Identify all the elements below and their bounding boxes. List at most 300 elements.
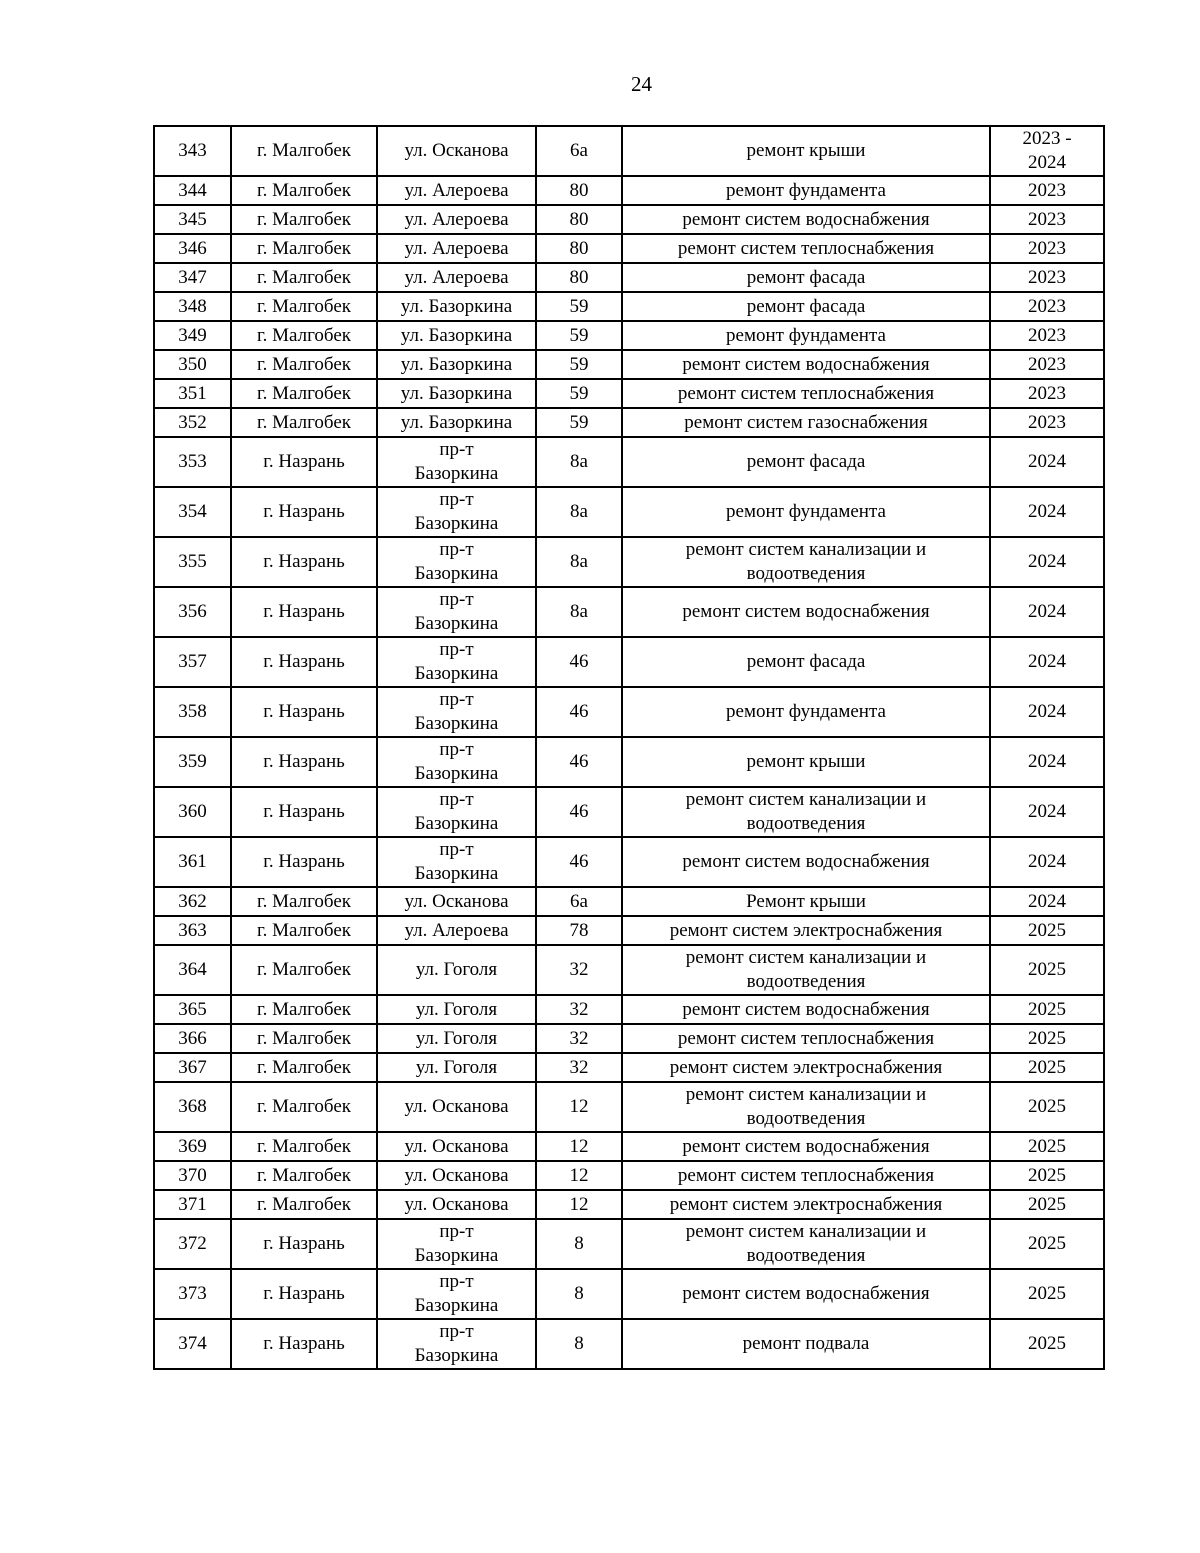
work-type-cell bbox=[622, 205, 990, 234]
house-number-cell-text: 80 bbox=[569, 266, 589, 288]
row-number-cell-text: 348 bbox=[178, 295, 207, 317]
year-cell bbox=[990, 292, 1104, 321]
street-cell-text: пр-т Базоркина bbox=[414, 1221, 499, 1266]
house-number-cell bbox=[536, 916, 622, 945]
house-number-cell-text: 80 bbox=[569, 237, 589, 259]
house-number-cell-text: 8а bbox=[570, 501, 588, 522]
year-cell bbox=[990, 408, 1104, 437]
city-cell-text: г. Назрань bbox=[263, 601, 345, 622]
city-cell bbox=[231, 587, 377, 637]
year-cell bbox=[990, 587, 1104, 637]
row-number-cell-text: 365 bbox=[178, 998, 207, 1020]
work-type-cell-text: ремонт систем водоснабжения bbox=[682, 1135, 930, 1157]
house-number-cell bbox=[536, 1053, 622, 1082]
city-cell-text: г. Малгобек bbox=[256, 237, 352, 259]
city-cell-text: г. Назрань bbox=[263, 851, 345, 872]
table-row bbox=[154, 205, 1104, 234]
house-number-cell-text: 46 bbox=[569, 851, 589, 872]
table-row bbox=[154, 1024, 1104, 1053]
house-number-cell-text: 12 bbox=[569, 1096, 589, 1117]
house-number-cell-text: 32 bbox=[569, 1027, 589, 1049]
street-cell bbox=[377, 1082, 536, 1132]
street-cell-text: ул. Осканова bbox=[404, 1135, 509, 1157]
house-number-cell-text: 12 bbox=[569, 1135, 589, 1157]
row-number-cell-text: 344 bbox=[178, 179, 207, 201]
street-cell-text: ул. Базоркина bbox=[400, 382, 513, 404]
page-number: 24 bbox=[631, 72, 652, 96]
row-number-cell bbox=[154, 234, 231, 263]
year-cell-text: 2024 bbox=[1028, 751, 1066, 772]
table-row bbox=[154, 408, 1104, 437]
table-row bbox=[154, 234, 1104, 263]
row-number-cell bbox=[154, 837, 231, 887]
house-number-cell-text: 46 bbox=[569, 751, 589, 772]
street-cell-text: ул. Алероева bbox=[404, 208, 509, 230]
house-number-cell bbox=[536, 787, 622, 837]
work-type-cell bbox=[622, 787, 990, 837]
work-type-cell bbox=[622, 1219, 990, 1269]
year-cell bbox=[990, 1132, 1104, 1161]
table-row bbox=[154, 916, 1104, 945]
house-number-cell-text: 6а bbox=[570, 140, 588, 161]
row-number-cell bbox=[154, 379, 231, 408]
row-number-cell-text: 351 bbox=[178, 382, 207, 404]
work-type-cell bbox=[622, 1024, 990, 1053]
city-cell bbox=[231, 321, 377, 350]
year-cell-text: 2024 bbox=[1028, 851, 1066, 872]
city-cell-text: г. Назрань bbox=[263, 1333, 345, 1354]
street-cell-text: ул. Осканова bbox=[404, 890, 509, 912]
year-cell-text: 2024 bbox=[1028, 801, 1066, 822]
city-cell-text: г. Назрань bbox=[263, 501, 345, 522]
city-cell-text: г. Назрань bbox=[263, 701, 345, 722]
house-number-cell-text: 59 bbox=[569, 382, 589, 404]
table-row bbox=[154, 1132, 1104, 1161]
work-type-cell bbox=[622, 1053, 990, 1082]
work-type-cell bbox=[622, 234, 990, 263]
table-row bbox=[154, 587, 1104, 637]
row-number-cell bbox=[154, 487, 231, 537]
city-cell bbox=[231, 126, 377, 176]
street-cell bbox=[377, 1053, 536, 1082]
house-number-cell bbox=[536, 487, 622, 537]
year-cell bbox=[990, 537, 1104, 587]
table-row bbox=[154, 1053, 1104, 1082]
city-cell-text: г. Малгобек bbox=[256, 324, 352, 346]
year-cell bbox=[990, 321, 1104, 350]
year-cell bbox=[990, 887, 1104, 916]
street-cell bbox=[377, 1219, 536, 1269]
row-number-cell bbox=[154, 945, 231, 995]
city-cell-text: г. Назрань bbox=[263, 551, 345, 572]
house-number-cell bbox=[536, 1269, 622, 1319]
house-number-cell-text: 59 bbox=[569, 324, 589, 346]
house-number-cell bbox=[536, 126, 622, 176]
street-cell bbox=[377, 945, 536, 995]
city-cell-text: г. Назрань bbox=[263, 451, 345, 472]
table-row bbox=[154, 945, 1104, 995]
work-type-cell-text: ремонт фасада bbox=[746, 295, 866, 317]
table-row bbox=[154, 1161, 1104, 1190]
year-cell bbox=[990, 263, 1104, 292]
house-number-cell bbox=[536, 205, 622, 234]
house-number-cell bbox=[536, 408, 622, 437]
work-type-cell-text: ремонт систем теплоснабжения bbox=[677, 1164, 935, 1186]
work-type-cell-text: ремонт систем канализации и водоотведения bbox=[685, 789, 927, 834]
street-cell-text: ул. Осканова bbox=[404, 1096, 509, 1117]
year-cell-text: 2023 bbox=[1028, 208, 1066, 230]
row-number-cell-text: 369 bbox=[178, 1135, 207, 1157]
year-cell-text: 2024 bbox=[1028, 890, 1066, 912]
work-type-cell bbox=[622, 379, 990, 408]
work-type-cell-text: ремонт крыши bbox=[746, 140, 866, 161]
year-cell bbox=[990, 1024, 1104, 1053]
house-number-cell-text: 59 bbox=[569, 411, 589, 433]
house-number-cell-text: 32 bbox=[569, 1056, 589, 1078]
street-cell-text: ул. Гоголя bbox=[415, 998, 498, 1020]
repair-schedule-table bbox=[153, 125, 1105, 1370]
house-number-cell bbox=[536, 1082, 622, 1132]
city-cell bbox=[231, 1161, 377, 1190]
street-cell-text: пр-т Базоркина bbox=[414, 839, 499, 884]
street-cell-text: ул. Гоголя bbox=[415, 1056, 498, 1078]
work-type-cell-text: ремонт фундамента bbox=[726, 501, 886, 522]
table-row bbox=[154, 787, 1104, 837]
city-cell-text: г. Малгобек bbox=[256, 295, 352, 317]
table-row bbox=[154, 1219, 1104, 1269]
work-type-cell-text: ремонт крыши bbox=[746, 751, 866, 772]
work-type-cell-text: ремонт систем водоснабжения bbox=[682, 1283, 930, 1304]
street-cell bbox=[377, 916, 536, 945]
work-type-cell bbox=[622, 1161, 990, 1190]
city-cell bbox=[231, 537, 377, 587]
city-cell bbox=[231, 205, 377, 234]
house-number-cell bbox=[536, 1161, 622, 1190]
work-type-cell bbox=[622, 1082, 990, 1132]
row-number-cell bbox=[154, 126, 231, 176]
work-type-cell bbox=[622, 537, 990, 587]
work-type-cell-text: ремонт систем электроснабжения bbox=[669, 1056, 943, 1078]
city-cell bbox=[231, 916, 377, 945]
year-cell-text: 2025 bbox=[1028, 959, 1066, 980]
year-cell bbox=[990, 205, 1104, 234]
table-row bbox=[154, 887, 1104, 916]
street-cell bbox=[377, 687, 536, 737]
city-cell-text: г. Назрань bbox=[263, 751, 345, 772]
work-type-cell bbox=[622, 350, 990, 379]
table-row bbox=[154, 321, 1104, 350]
work-type-cell bbox=[622, 737, 990, 787]
city-cell-text: г. Малгобек bbox=[256, 208, 352, 230]
street-cell-text: пр-т Базоркина bbox=[414, 689, 499, 734]
row-number-cell-text: 347 bbox=[178, 266, 207, 288]
house-number-cell-text: 59 bbox=[569, 353, 589, 375]
year-cell bbox=[990, 350, 1104, 379]
table-row bbox=[154, 995, 1104, 1024]
table-row bbox=[154, 379, 1104, 408]
house-number-cell bbox=[536, 1024, 622, 1053]
city-cell-text: г. Малгобек bbox=[256, 1135, 352, 1157]
table-row bbox=[154, 687, 1104, 737]
street-cell-text: ул. Алероева bbox=[404, 179, 509, 201]
city-cell-text: г. Малгобек bbox=[256, 919, 352, 941]
city-cell-text: г. Малгобек bbox=[256, 1193, 352, 1215]
row-number-cell bbox=[154, 737, 231, 787]
street-cell bbox=[377, 487, 536, 537]
year-cell-text: 2025 bbox=[1028, 998, 1066, 1020]
table-row bbox=[154, 292, 1104, 321]
work-type-cell bbox=[622, 887, 990, 916]
house-number-cell bbox=[536, 837, 622, 887]
year-cell-text: 2024 bbox=[1028, 601, 1066, 622]
year-cell-text: 2023 bbox=[1028, 295, 1066, 317]
house-number-cell-text: 80 bbox=[569, 208, 589, 230]
house-number-cell-text: 8а bbox=[570, 451, 588, 472]
row-number-cell bbox=[154, 176, 231, 205]
year-cell bbox=[990, 487, 1104, 537]
city-cell-text: г. Назрань bbox=[263, 651, 345, 672]
year-cell-text: 2023 bbox=[1028, 179, 1066, 201]
street-cell bbox=[377, 837, 536, 887]
house-number-cell-text: 8 bbox=[574, 1233, 584, 1254]
house-number-cell-text: 8 bbox=[574, 1283, 584, 1304]
city-cell bbox=[231, 887, 377, 916]
year-cell-text: 2025 bbox=[1028, 1283, 1066, 1304]
year-cell-text: 2023 bbox=[1028, 382, 1066, 404]
street-cell bbox=[377, 176, 536, 205]
year-cell bbox=[990, 945, 1104, 995]
year-cell-text: 2024 bbox=[1028, 701, 1066, 722]
city-cell bbox=[231, 487, 377, 537]
year-cell bbox=[990, 437, 1104, 487]
street-cell-text: ул. Базоркина bbox=[400, 353, 513, 375]
city-cell-text: г. Малгобек bbox=[256, 1027, 352, 1049]
street-cell bbox=[377, 887, 536, 916]
house-number-cell-text: 6а bbox=[570, 890, 588, 912]
table-row bbox=[154, 837, 1104, 887]
street-cell-text: ул. Осканова bbox=[404, 1193, 509, 1215]
house-number-cell-text: 8а bbox=[570, 551, 588, 572]
street-cell-text: пр-т Базоркина bbox=[414, 1271, 499, 1316]
city-cell-text: г. Малгобек bbox=[256, 382, 352, 404]
city-cell bbox=[231, 637, 377, 687]
row-number-cell-text: 355 bbox=[178, 551, 207, 572]
row-number-cell bbox=[154, 350, 231, 379]
work-type-cell-text: Ремонт крыши bbox=[746, 890, 866, 912]
street-cell bbox=[377, 1024, 536, 1053]
work-type-cell bbox=[622, 1269, 990, 1319]
house-number-cell-text: 59 bbox=[569, 295, 589, 317]
street-cell-text: ул. Базоркина bbox=[400, 295, 513, 317]
street-cell-text: ул. Гоголя bbox=[415, 1027, 498, 1049]
house-number-cell bbox=[536, 1190, 622, 1219]
work-type-cell-text: ремонт систем канализации и водоотведения bbox=[685, 1084, 927, 1129]
row-number-cell bbox=[154, 292, 231, 321]
work-type-cell-text: ремонт систем теплоснабжения bbox=[677, 382, 935, 404]
street-cell-text: пр-т Базоркина bbox=[414, 789, 499, 834]
house-number-cell-text: 46 bbox=[569, 651, 589, 672]
row-number-cell bbox=[154, 1190, 231, 1219]
work-type-cell bbox=[622, 995, 990, 1024]
year-cell-text: 2023 bbox=[1028, 266, 1066, 288]
year-cell-text: 2025 bbox=[1028, 1233, 1066, 1254]
table-body bbox=[154, 126, 1104, 1369]
year-cell-text: 2023 bbox=[1028, 237, 1066, 259]
row-number-cell bbox=[154, 1319, 231, 1369]
city-cell-text: г. Малгобек bbox=[256, 266, 352, 288]
work-type-cell bbox=[622, 945, 990, 995]
house-number-cell bbox=[536, 945, 622, 995]
row-number-cell bbox=[154, 1161, 231, 1190]
street-cell-text: ул. Алероева bbox=[404, 266, 509, 288]
row-number-cell-text: 362 bbox=[178, 890, 207, 912]
work-type-cell-text: ремонт фундамента bbox=[726, 324, 886, 346]
table-row bbox=[154, 263, 1104, 292]
house-number-cell-text: 80 bbox=[569, 179, 589, 201]
row-number-cell-text: 358 bbox=[178, 701, 207, 722]
year-cell-text: 2024 bbox=[1028, 451, 1066, 472]
city-cell bbox=[231, 350, 377, 379]
table-row bbox=[154, 1082, 1104, 1132]
city-cell bbox=[231, 1190, 377, 1219]
work-type-cell bbox=[622, 292, 990, 321]
work-type-cell-text: ремонт систем водоснабжения bbox=[682, 208, 930, 230]
year-cell-text: 2025 bbox=[1028, 1164, 1066, 1186]
city-cell-text: г. Малгобек bbox=[256, 1164, 352, 1186]
row-number-cell bbox=[154, 321, 231, 350]
table-row bbox=[154, 487, 1104, 537]
street-cell bbox=[377, 1161, 536, 1190]
row-number-cell bbox=[154, 687, 231, 737]
city-cell-text: г. Малгобек bbox=[256, 353, 352, 375]
row-number-cell bbox=[154, 916, 231, 945]
house-number-cell bbox=[536, 437, 622, 487]
city-cell-text: г. Назрань bbox=[263, 801, 345, 822]
year-cell-text: 2025 bbox=[1028, 1333, 1066, 1354]
year-cell-text: 2024 bbox=[1028, 501, 1066, 522]
city-cell bbox=[231, 995, 377, 1024]
street-cell-text: пр-т Базоркина bbox=[414, 739, 499, 784]
row-number-cell-text: 346 bbox=[178, 237, 207, 259]
house-number-cell-text: 12 bbox=[569, 1164, 589, 1186]
table-row bbox=[154, 1269, 1104, 1319]
work-type-cell-text: ремонт фасада bbox=[746, 651, 866, 672]
year-cell bbox=[990, 1161, 1104, 1190]
row-number-cell bbox=[154, 887, 231, 916]
city-cell bbox=[231, 1132, 377, 1161]
work-type-cell-text: ремонт систем электроснабжения bbox=[669, 919, 943, 941]
city-cell-text: г. Назрань bbox=[263, 1283, 345, 1304]
row-number-cell-text: 354 bbox=[178, 501, 207, 522]
row-number-cell-text: 360 bbox=[178, 801, 207, 822]
house-number-cell-text: 8 bbox=[574, 1333, 584, 1354]
row-number-cell-text: 349 bbox=[178, 324, 207, 346]
year-cell bbox=[990, 126, 1104, 176]
street-cell-text: ул. Базоркина bbox=[400, 411, 513, 433]
house-number-cell bbox=[536, 263, 622, 292]
street-cell-text: пр-т Базоркина bbox=[414, 439, 499, 484]
house-number-cell-text: 78 bbox=[569, 919, 589, 941]
row-number-cell bbox=[154, 1024, 231, 1053]
work-type-cell-text: ремонт систем канализации и водоотведения bbox=[685, 539, 927, 584]
street-cell bbox=[377, 787, 536, 837]
year-cell bbox=[990, 1053, 1104, 1082]
city-cell bbox=[231, 176, 377, 205]
work-type-cell bbox=[622, 916, 990, 945]
city-cell bbox=[231, 379, 377, 408]
row-number-cell bbox=[154, 587, 231, 637]
street-cell-text: пр-т Базоркина bbox=[414, 589, 499, 634]
city-cell-text: г. Малгобек bbox=[256, 1056, 352, 1078]
house-number-cell-text: 12 bbox=[569, 1193, 589, 1215]
house-number-cell-text: 46 bbox=[569, 801, 589, 822]
row-number-cell bbox=[154, 408, 231, 437]
year-cell bbox=[990, 1319, 1104, 1369]
row-number-cell-text: 361 bbox=[178, 851, 207, 872]
row-number-cell bbox=[154, 1132, 231, 1161]
year-cell bbox=[990, 916, 1104, 945]
street-cell bbox=[377, 537, 536, 587]
row-number-cell-text: 363 bbox=[178, 919, 207, 941]
street-cell bbox=[377, 234, 536, 263]
row-number-cell bbox=[154, 995, 231, 1024]
work-type-cell bbox=[622, 837, 990, 887]
row-number-cell bbox=[154, 263, 231, 292]
work-type-cell-text: ремонт систем водоснабжения bbox=[682, 601, 930, 622]
year-cell-text: 2025 bbox=[1028, 1096, 1066, 1117]
row-number-cell-text: 370 bbox=[178, 1164, 207, 1186]
year-cell-text: 2023 bbox=[1028, 353, 1066, 375]
work-type-cell bbox=[622, 587, 990, 637]
year-cell-text: 2025 bbox=[1028, 1135, 1066, 1157]
house-number-cell-text: 32 bbox=[569, 959, 589, 980]
year-cell bbox=[990, 1269, 1104, 1319]
work-type-cell-text: ремонт подвала bbox=[742, 1333, 870, 1354]
row-number-cell bbox=[154, 537, 231, 587]
year-cell-text: 2024 bbox=[1028, 551, 1066, 572]
street-cell bbox=[377, 637, 536, 687]
work-type-cell-text: ремонт систем теплоснабжения bbox=[677, 237, 935, 259]
row-number-cell-text: 353 bbox=[178, 451, 207, 472]
work-type-cell bbox=[622, 437, 990, 487]
street-cell-text: ул. Гоголя bbox=[415, 959, 498, 980]
row-number-cell bbox=[154, 787, 231, 837]
work-type-cell-text: ремонт систем водоснабжения bbox=[682, 353, 930, 375]
year-cell bbox=[990, 787, 1104, 837]
street-cell bbox=[377, 1190, 536, 1219]
city-cell bbox=[231, 1319, 377, 1369]
table-row bbox=[154, 350, 1104, 379]
house-number-cell bbox=[536, 887, 622, 916]
house-number-cell bbox=[536, 234, 622, 263]
work-type-cell bbox=[622, 1319, 990, 1369]
work-type-cell bbox=[622, 176, 990, 205]
house-number-cell bbox=[536, 321, 622, 350]
street-cell-text: пр-т Базоркина bbox=[414, 1321, 499, 1366]
city-cell bbox=[231, 1219, 377, 1269]
house-number-cell bbox=[536, 637, 622, 687]
city-cell-text: г. Малгобек bbox=[256, 890, 352, 912]
year-cell bbox=[990, 1219, 1104, 1269]
work-type-cell-text: ремонт фундамента bbox=[726, 179, 886, 201]
street-cell bbox=[377, 737, 536, 787]
work-type-cell-text: ремонт фасада bbox=[746, 451, 866, 472]
street-cell-text: пр-т Базоркина bbox=[414, 539, 499, 584]
year-cell bbox=[990, 379, 1104, 408]
work-type-cell-text: ремонт систем водоснабжения bbox=[682, 998, 930, 1020]
work-type-cell-text: ремонт фасада bbox=[746, 266, 866, 288]
house-number-cell bbox=[536, 350, 622, 379]
